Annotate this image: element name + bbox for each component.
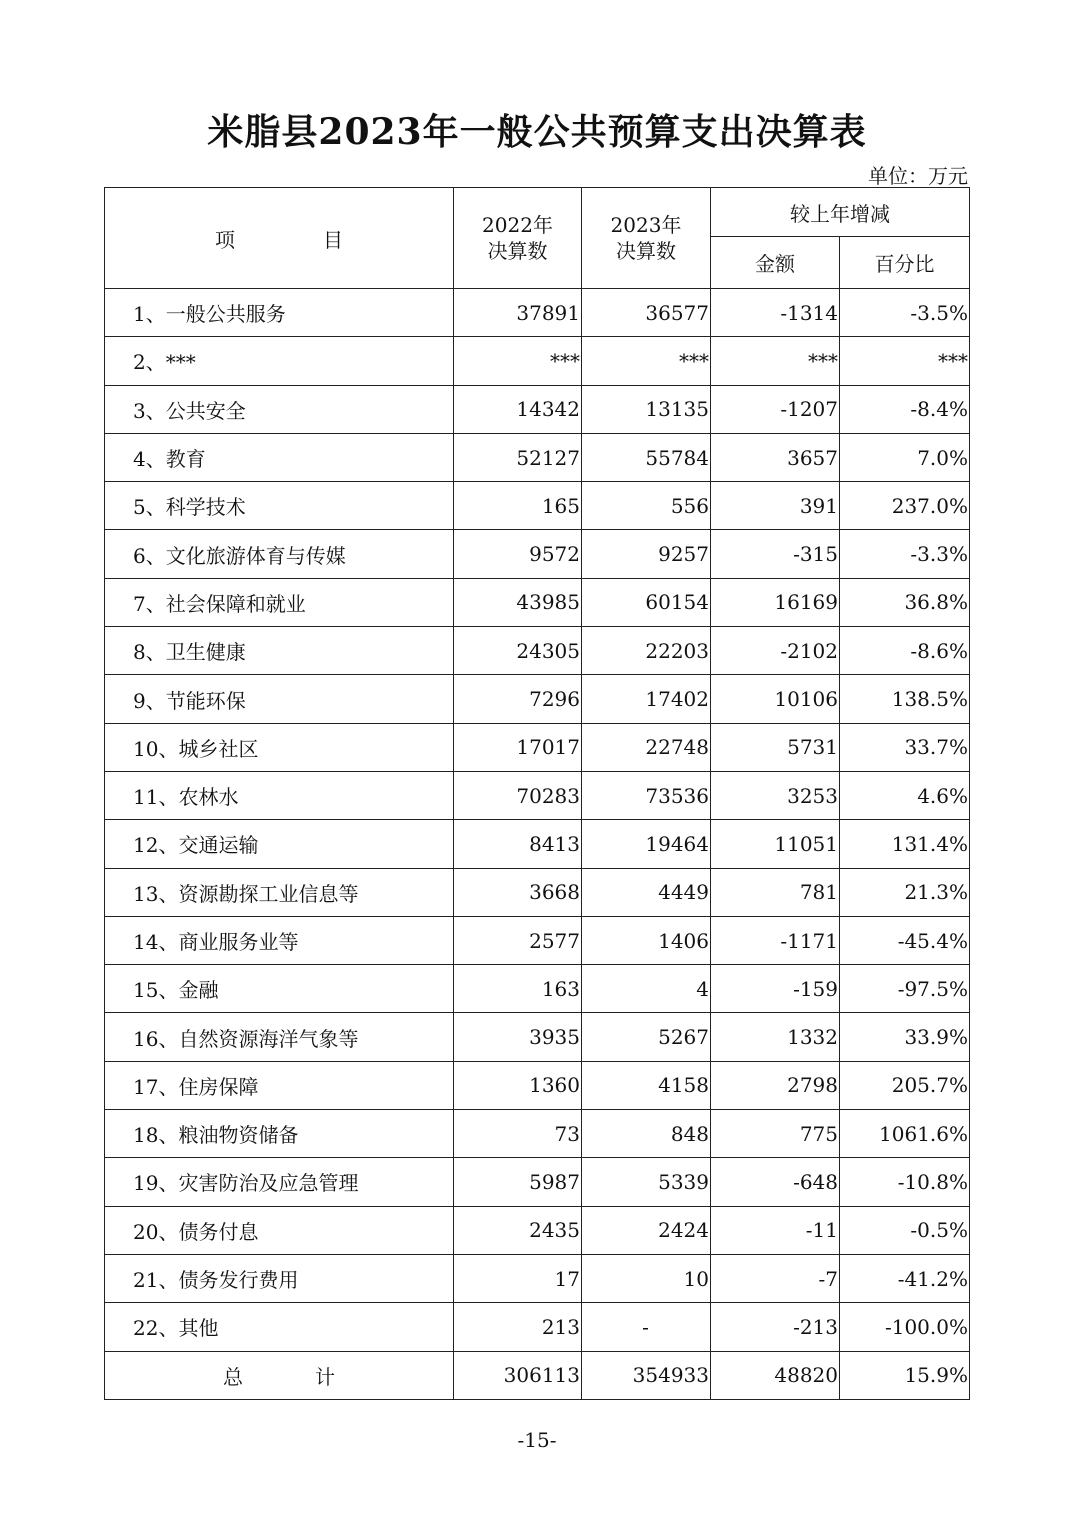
row-percent: -10.8% xyxy=(840,1158,970,1206)
row-2023: 36577 xyxy=(582,289,711,337)
row-percent: -8.4% xyxy=(840,385,970,433)
unit-label: 单位：万元 xyxy=(868,164,968,188)
row-percent: *** xyxy=(840,337,970,385)
table-row xyxy=(105,820,970,868)
row-name: 20、债务付息 xyxy=(105,1206,454,1254)
row-2023: 22203 xyxy=(582,627,711,675)
row-2022: 43985 xyxy=(454,578,582,626)
row-amount: 1332 xyxy=(711,1013,840,1061)
header-change-group: 较上年增减 xyxy=(711,188,970,237)
row-percent: 237.0% xyxy=(840,482,970,530)
row-percent: 7.0% xyxy=(840,433,970,481)
row-percent: 205.7% xyxy=(840,1061,970,1109)
row-name: 18、粮油物资储备 xyxy=(105,1110,454,1158)
row-percent: -3.3% xyxy=(840,530,970,578)
row-name: 1、一般公共服务 xyxy=(105,289,454,337)
row-percent: 36.8% xyxy=(840,578,970,626)
row-name: 14、商业服务业等 xyxy=(105,916,454,964)
row-percent: -3.5% xyxy=(840,289,970,337)
header-2022-label: 决算数 xyxy=(487,239,548,263)
row-2022: 3668 xyxy=(454,868,582,916)
row-percent: 33.9% xyxy=(840,1013,970,1061)
row-amount: -1171 xyxy=(711,916,840,964)
page-number: -15- xyxy=(517,1428,557,1452)
row-2023: 4158 xyxy=(582,1061,711,1109)
row-name: 17、住房保障 xyxy=(105,1061,454,1109)
table-row xyxy=(105,337,970,385)
row-2023: 10 xyxy=(582,1254,711,1302)
row-name: 22、其他 xyxy=(105,1303,454,1351)
row-2023: 9257 xyxy=(582,530,711,578)
row-2022: 37891 xyxy=(454,289,582,337)
row-2022: 2435 xyxy=(454,1206,582,1254)
row-amount: 2798 xyxy=(711,1061,840,1109)
table-row xyxy=(105,433,970,481)
row-name: 16、自然资源海洋气象等 xyxy=(105,1013,454,1061)
row-2022: 3935 xyxy=(454,1013,582,1061)
row-name: 19、灾害防治及应急管理 xyxy=(105,1158,454,1206)
table-row xyxy=(105,482,970,530)
table-row xyxy=(105,578,970,626)
row-2023: 19464 xyxy=(582,820,711,868)
row-amount: 391 xyxy=(711,482,840,530)
row-amount: 3657 xyxy=(711,433,840,481)
table-body xyxy=(105,289,970,1352)
row-percent: -8.6% xyxy=(840,627,970,675)
row-2023: 17402 xyxy=(582,675,711,723)
row-percent: 21.3% xyxy=(840,868,970,916)
row-percent: -41.2% xyxy=(840,1254,970,1302)
row-2022: 24305 xyxy=(454,627,582,675)
row-2022: 165 xyxy=(454,482,582,530)
row-2023: 5339 xyxy=(582,1158,711,1206)
row-percent: 4.6% xyxy=(840,771,970,819)
table-row xyxy=(105,530,970,578)
row-percent: -100.0% xyxy=(840,1303,970,1351)
row-amount: 5731 xyxy=(711,723,840,771)
row-name: 10、城乡社区 xyxy=(105,723,454,771)
row-amount: 10106 xyxy=(711,675,840,723)
row-amount: 775 xyxy=(711,1110,840,1158)
row-amount: -648 xyxy=(711,1158,840,1206)
row-name: 11、农林水 xyxy=(105,771,454,819)
table-row xyxy=(105,1206,970,1254)
row-2022: 8413 xyxy=(454,820,582,868)
total-label-b: 计 xyxy=(315,1364,335,1389)
row-amount: -159 xyxy=(711,965,840,1013)
row-2022: 14342 xyxy=(454,385,582,433)
row-name: 7、社会保障和就业 xyxy=(105,578,454,626)
header-item xyxy=(105,188,454,289)
table-row xyxy=(105,1013,970,1061)
row-amount: -7 xyxy=(711,1254,840,1302)
header-2022-year: 2022年 xyxy=(482,213,553,237)
row-2022: 17017 xyxy=(454,723,582,771)
row-2023: - xyxy=(582,1303,711,1351)
row-2023: 13135 xyxy=(582,385,711,433)
row-2022: 1360 xyxy=(454,1061,582,1109)
row-2022: 9572 xyxy=(454,530,582,578)
row-2022: 5987 xyxy=(454,1158,582,1206)
table-row xyxy=(105,1110,970,1158)
row-amount: 11051 xyxy=(711,820,840,868)
table-row xyxy=(105,1303,970,1351)
header-2023-label: 决算数 xyxy=(616,239,676,263)
table-row xyxy=(105,1254,970,1302)
row-2023: 1406 xyxy=(582,916,711,964)
row-2023: 2424 xyxy=(582,1206,711,1254)
row-2022: 213 xyxy=(454,1303,582,1351)
total-percent: 15.9% xyxy=(840,1351,970,1399)
row-name: 13、资源勘探工业信息等 xyxy=(105,868,454,916)
row-2022: 163 xyxy=(454,965,582,1013)
row-percent: 1061.6% xyxy=(840,1110,970,1158)
row-2022: 52127 xyxy=(454,433,582,481)
row-percent: 33.7% xyxy=(840,723,970,771)
table-row xyxy=(105,289,970,337)
row-2023: 60154 xyxy=(582,578,711,626)
row-amount: 781 xyxy=(711,868,840,916)
header-amount: 金额 xyxy=(711,237,840,289)
table-row xyxy=(105,1158,970,1206)
row-percent: -45.4% xyxy=(840,916,970,964)
row-name: 21、债务发行费用 xyxy=(105,1254,454,1302)
total-label xyxy=(105,1351,454,1399)
row-name: 12、交通运输 xyxy=(105,820,454,868)
row-2022: 70283 xyxy=(454,771,582,819)
row-name: 5、科学技术 xyxy=(105,482,454,530)
budget-table xyxy=(104,187,970,1400)
row-2022: 17 xyxy=(454,1254,582,1302)
row-percent: -97.5% xyxy=(840,965,970,1013)
table-row xyxy=(105,965,970,1013)
row-2023: *** xyxy=(582,337,711,385)
row-2022: 73 xyxy=(454,1110,582,1158)
header-2022 xyxy=(454,188,582,289)
row-2023: 73536 xyxy=(582,771,711,819)
table-row xyxy=(105,385,970,433)
row-amount: -1207 xyxy=(711,385,840,433)
table-row xyxy=(105,627,970,675)
table-row xyxy=(105,868,970,916)
table-row xyxy=(105,1061,970,1109)
header-item-b: 目 xyxy=(323,227,343,252)
row-name: 2、*** xyxy=(105,337,454,385)
row-amount: 3253 xyxy=(711,771,840,819)
row-2023: 4 xyxy=(582,965,711,1013)
row-amount: -213 xyxy=(711,1303,840,1351)
row-2022: 7296 xyxy=(454,675,582,723)
total-row xyxy=(105,1351,970,1399)
table-row xyxy=(105,771,970,819)
row-2022: 2577 xyxy=(454,916,582,964)
header-2023 xyxy=(582,188,711,289)
row-name: 6、文化旅游体育与传媒 xyxy=(105,530,454,578)
header-item-a: 项 xyxy=(215,227,235,252)
total-2022: 306113 xyxy=(454,1351,582,1399)
row-name: 3、公共安全 xyxy=(105,385,454,433)
row-name: 4、教育 xyxy=(105,433,454,481)
row-name: 8、卫生健康 xyxy=(105,627,454,675)
row-2023: 556 xyxy=(582,482,711,530)
row-percent: -0.5% xyxy=(840,1206,970,1254)
row-amount: -1314 xyxy=(711,289,840,337)
total-2023: 354933 xyxy=(582,1351,711,1399)
row-percent: 131.4% xyxy=(840,820,970,868)
table-row xyxy=(105,675,970,723)
row-amount: -2102 xyxy=(711,627,840,675)
total-amount: 48820 xyxy=(711,1351,840,1399)
row-amount: -315 xyxy=(711,530,840,578)
row-percent: 138.5% xyxy=(840,675,970,723)
row-2023: 5267 xyxy=(582,1013,711,1061)
row-2023: 848 xyxy=(582,1110,711,1158)
page-title: 米脂县2023年一般公共预算支出决算表 xyxy=(207,111,867,153)
row-amount: -11 xyxy=(711,1206,840,1254)
row-2022: *** xyxy=(454,337,582,385)
table-row xyxy=(105,916,970,964)
row-2023: 55784 xyxy=(582,433,711,481)
row-2023: 22748 xyxy=(582,723,711,771)
header-2023-year: 2023年 xyxy=(610,213,682,237)
row-amount: 16169 xyxy=(711,578,840,626)
row-name: 15、金融 xyxy=(105,965,454,1013)
row-name: 9、节能环保 xyxy=(105,675,454,723)
total-label-a: 总 xyxy=(223,1364,243,1389)
row-2023: 4449 xyxy=(582,868,711,916)
header-percent: 百分比 xyxy=(840,237,970,289)
row-amount: *** xyxy=(711,337,840,385)
table-row xyxy=(105,723,970,771)
